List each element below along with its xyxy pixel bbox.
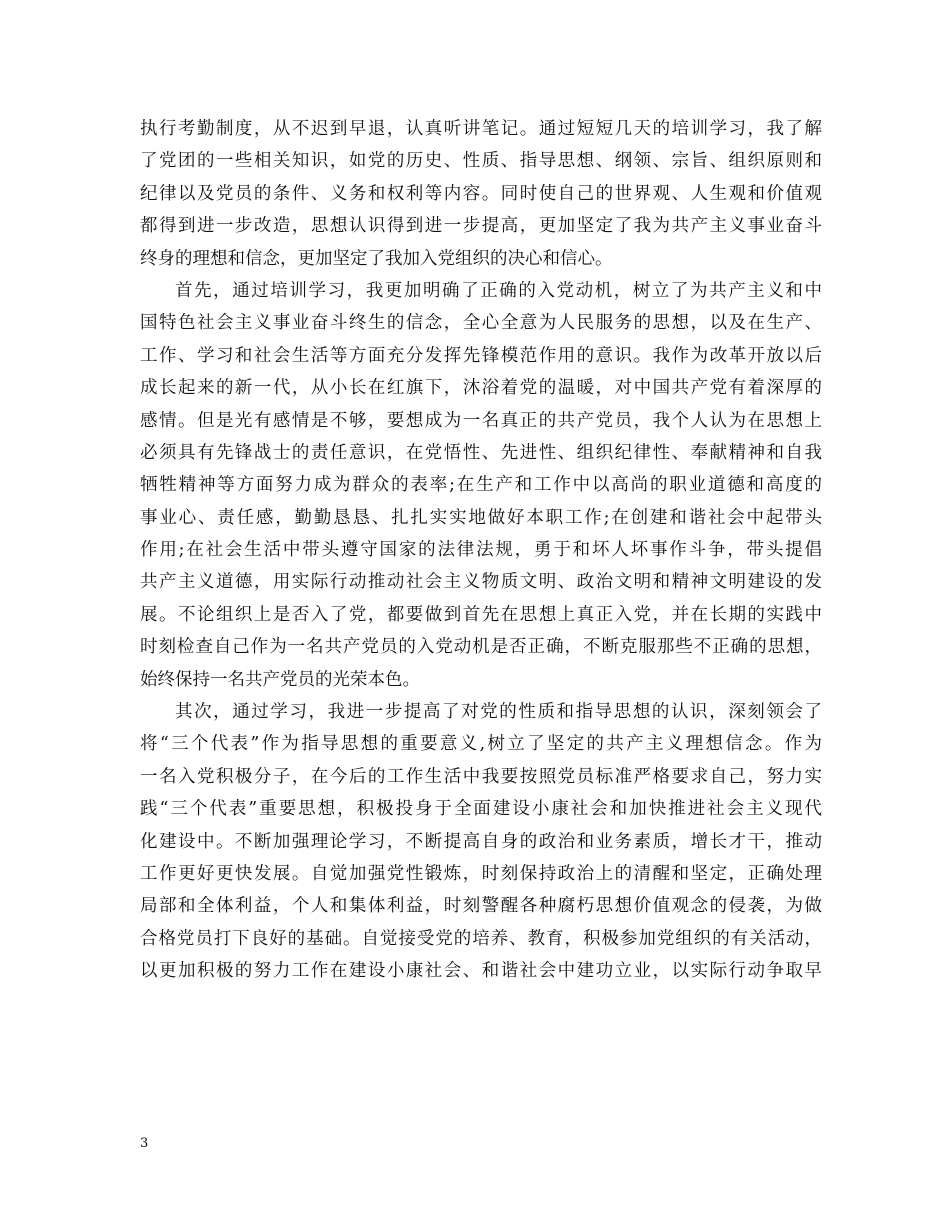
text-line: 将“三个代表”作为指导思想的重要意义,树立了坚定的共产主义理想信念。作为: [140, 734, 822, 755]
text-line: 牺牲精神等方面努力成为群众的表率;在生产和工作中以高尚的职业道德和高度的: [140, 475, 822, 496]
text-line: 始终保持一名共产党员的光荣本色。: [140, 669, 420, 690]
text-line: 了党团的一些相关知识，如党的历史、性质、指导思想、纲领、宗旨、组织原则和: [140, 151, 822, 172]
text-line: 局部和全体利益，个人和集体利益，时刻警醒各种腐朽思想价值观念的侵袭，为做: [140, 896, 822, 917]
text-line: 必须具有先锋战士的责任意识，在党悟性、先进性、组织纪律性、奉献精神和自我: [140, 442, 822, 463]
text-line: 共产主义道德，用实际行动推动社会主义物质文明、政治文明和精神文明建设的发: [140, 572, 822, 593]
text-line: 其次，通过学习，我进一步提高了对党的性质和指导思想的认识，深刻领会了: [175, 702, 822, 723]
text-line: 工作、学习和社会生活等方面充分发挥先锋模范作用的意识。我作为改革开放以后: [140, 345, 822, 366]
text-line: 以更加积极的努力工作在建设小康社会、和谐社会中建功立业，以实际行动争取早: [140, 961, 822, 982]
paragraph-1: [140, 113, 822, 275]
text-line: 纪律以及党员的条件、义务和权利等内容。同时使自己的世界观、人生观和价值观: [140, 183, 822, 204]
text-line: 时刻检查自己作为一名共产党员的入党动机是否正确，不断克服那些不正确的思想，: [140, 637, 822, 658]
text-line: 都得到进一步改造，思想认识得到进一步提高，更加坚定了我为共产主义事业奋斗: [140, 216, 822, 237]
text-line: 感情。但是光有感情是不够，要想成为一名真正的共产党员，我个人认为在思想上: [140, 410, 822, 431]
paragraph-3: [140, 696, 822, 988]
page-number: 3: [140, 1136, 149, 1151]
text-line: 一名入党积极分子，在今后的工作生活中我要按照党员标准严格要求自己，努力实: [140, 766, 822, 787]
text-line: 践“三个代表”重要思想，积极投身于全面建设小康社会和加快推进社会主义现代: [140, 799, 822, 820]
text-line: 展。不论组织上是否入了党，都要做到首先在思想上真正入党，并在长期的实践中: [140, 604, 822, 625]
text-line: 工作更好更快发展。自觉加强党性锻炼，时刻保持政治上的清醒和坚定，正确处理: [140, 863, 822, 884]
body-text: [140, 113, 822, 988]
text-line: 事业心、责任感，勤勤恳恳、扎扎实实地做好本职工作;在创建和谐社会中起带头: [140, 507, 822, 528]
text-line: 成长起来的新一代，从小长在红旗下，沐浴着党的温暖，对中国共产党有着深厚的: [140, 378, 822, 399]
text-line: 国特色社会主义事业奋斗终生的信念，全心全意为人民服务的思想，以及在生产、: [140, 313, 822, 334]
text-line: 执行考勤制度，从不迟到早退，认真听讲笔记。通过短短几天的培训学习，我了解: [140, 119, 822, 139]
text-line: 终身的理想和信念，更加坚定了我加入党组织的决心和信心。: [140, 248, 613, 269]
text-line: 首先，通过培训学习，我更加明确了正确的入党动机，树立了为共产主义和中: [175, 280, 822, 301]
paragraph-2: [140, 275, 822, 696]
text-line: 化建设中。不断加强理论学习，不断提高自身的政治和业务素质，增长才干，推动: [140, 831, 822, 852]
text-line: 合格党员打下良好的基础。自觉接受党的培养、教育，积极参加党组织的有关活动，: [140, 928, 822, 949]
text-line: 作用;在社会生活中带头遵守国家的法律法规，勇于和坏人坏事作斗争，带头提倡: [140, 540, 822, 561]
